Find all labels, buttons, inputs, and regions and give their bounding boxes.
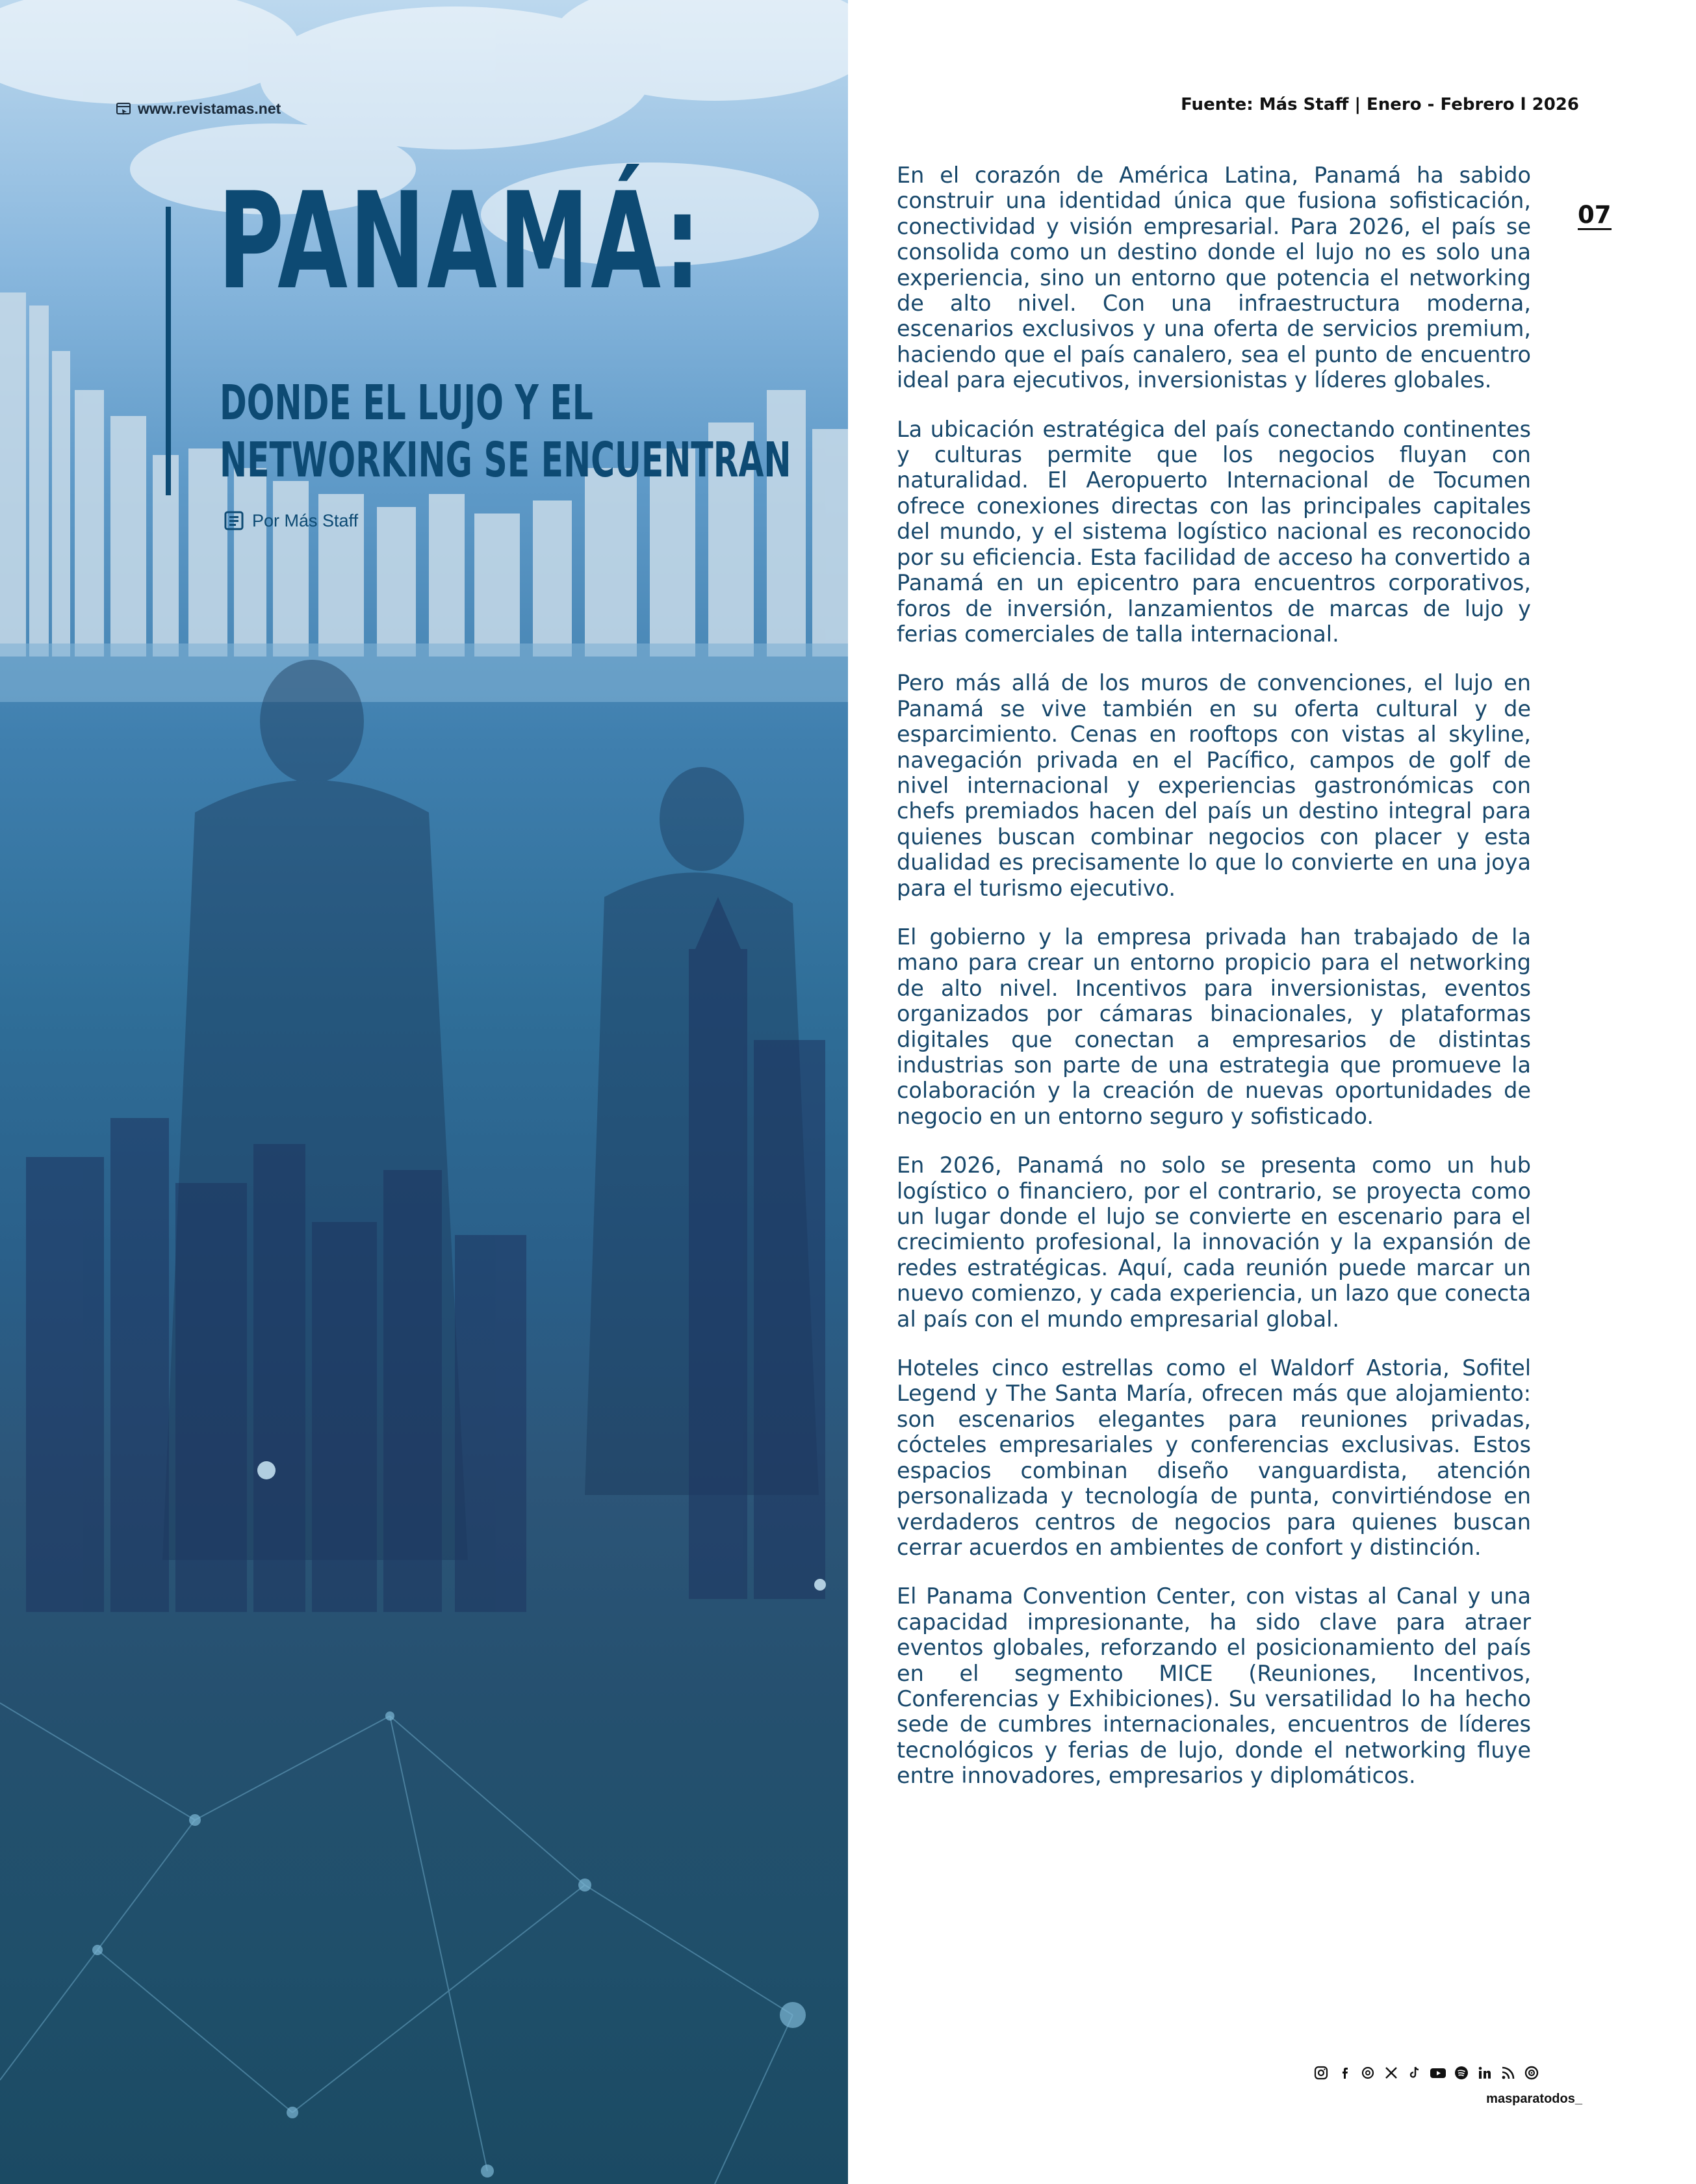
tiktok-icon[interactable] — [1406, 2064, 1423, 2081]
paragraph: Pero más allá de los muros de convenciones, el lujo en Panamá se vive también en su oferta cultural y de esparcimiento. Cenas en rooftops con vistas al skyline, navegación privada en el Pacífico, campos de golf de nivel internacional y experiencias gastronómicas con chefs premiados hacen del país un destino integral para quienes buscan combinar negocios con placer y esta dualidad es precisamente lo que lo convierte en una joya para el turismo ejecutivo. — [897, 670, 1531, 901]
paragraph: En 2026, Panamá no solo se presenta como un hub logístico o financiero, por el contrario, se proyecta como un lugar donde el lujo se convierte en escenario para el crecimiento profesional, la innovación y la expansión de redes estratégicas. Aquí, cada reunión puede marcar un nuevo comienzo, y cada experiencia, un lazo que conecta al país con el mundo empresarial global. — [897, 1152, 1531, 1332]
article-subtitle — [220, 374, 791, 489]
page-number: 07 — [1578, 201, 1612, 229]
article-body — [897, 162, 1531, 1812]
paragraph: En el corazón de América Latina, Panamá ha sabido construir una identidad única que fusiona sofisticación, conectividad y visión empresarial. Para 2026, el país se consolida como un destino donde el lujo no es solo una experiencia, sino un entorno que potencia el networking de alto nivel. Con una infraestructura moderna, escenarios exclusivos y una oferta de servicios premium, haciendo que el país canalero, sea el punto de encuentro ideal para ejecutivos, inversionistas y líderes globales. — [897, 162, 1531, 393]
web-icon — [116, 101, 131, 117]
facebook-icon[interactable] — [1336, 2064, 1353, 2081]
paragraph: La ubicación estratégica del país conectando continentes y culturas permite que los negocios fluyan con naturalidad. El Aeropuerto Internacional de Tocumen ofrece conexiones directas con las principales capitales del mundo, y el sistema logístico nacional es reconocido por su eficiencia. Esta facilidad de acceso ha convertido a Panamá en un epicentro para encuentros corporativos, foros de inversión, lanzamientos de marcas de lujo y ferias comerciales de talla internacional. — [897, 416, 1531, 647]
issue-source: Fuente: Más Staff | Enero - Febrero l 2026 — [1181, 95, 1579, 114]
youtube-icon[interactable] — [1430, 2064, 1446, 2081]
instagram-icon[interactable] — [1313, 2064, 1330, 2081]
website-url[interactable] — [116, 100, 281, 118]
x-icon[interactable] — [1383, 2064, 1400, 2081]
paragraph: El gobierno y la empresa privada han trabajado de la mano para crear un entorno propicio para el networking de alto nivel. Incentivos para inversionistas, eventos organizados por cámaras binacionales, y plataformas digitales que conectan a empresarios de distintas industrias son parte de una estrategia que promueve la colaboración y la creación de nuevas oportunidades de negocio en un entorno seguro y sofisticado. — [897, 924, 1531, 1129]
title-accent-bar — [166, 207, 171, 495]
podcast-icon[interactable] — [1523, 2064, 1540, 2081]
byline — [224, 510, 358, 531]
subtitle-line: DONDE EL LUJO Y EL — [220, 375, 593, 431]
paragraph: Hoteles cinco estrellas como el Waldorf Astoria, Sofitel Legend y The Santa María, ofrecen más que alojamiento: son escenarios elegantes para reuniones privadas, cócteles empresariales y conferencias exclusivas. Estos espacios combinan diseño vanguardista, atención personalizada y tecnología de punta, convirtiéndose en verdaderos centros de negocios para quienes buscan cerrar acuerdos en ambientes de confort y distinción. — [897, 1355, 1531, 1560]
threads-icon[interactable] — [1359, 2064, 1376, 2081]
spotify-icon[interactable] — [1453, 2064, 1470, 2081]
author-icon — [224, 510, 244, 531]
rss-icon[interactable] — [1500, 2064, 1517, 2081]
paragraph: El Panama Convention Center, con vistas al Canal y una capacidad impresionante, ha sido clave para atraer eventos globales, reforzando el posicionamiento del país en el segmento MICE (Reuniones, Incentivos, Conferencias y Exhibiciones). Su versatilidad lo ha hecho sede de cumbres internacionales, encuentros de líderes tecnológicos y ferias de lujo, donde el networking fluye entre innovadores, empresarios y diplomáticos. — [897, 1583, 1531, 1789]
social-links — [1313, 2064, 1540, 2081]
website-url-text: www.revistamas.net — [138, 100, 281, 117]
linkedin-icon[interactable] — [1476, 2064, 1493, 2081]
social-handle: masparatodos_ — [1486, 2092, 1582, 2106]
subtitle-line: NETWORKING SE ENCUENTRAN — [220, 432, 791, 488]
article-title: PANAMÁ: — [218, 164, 702, 319]
byline-text: Por Más Staff — [252, 510, 359, 530]
